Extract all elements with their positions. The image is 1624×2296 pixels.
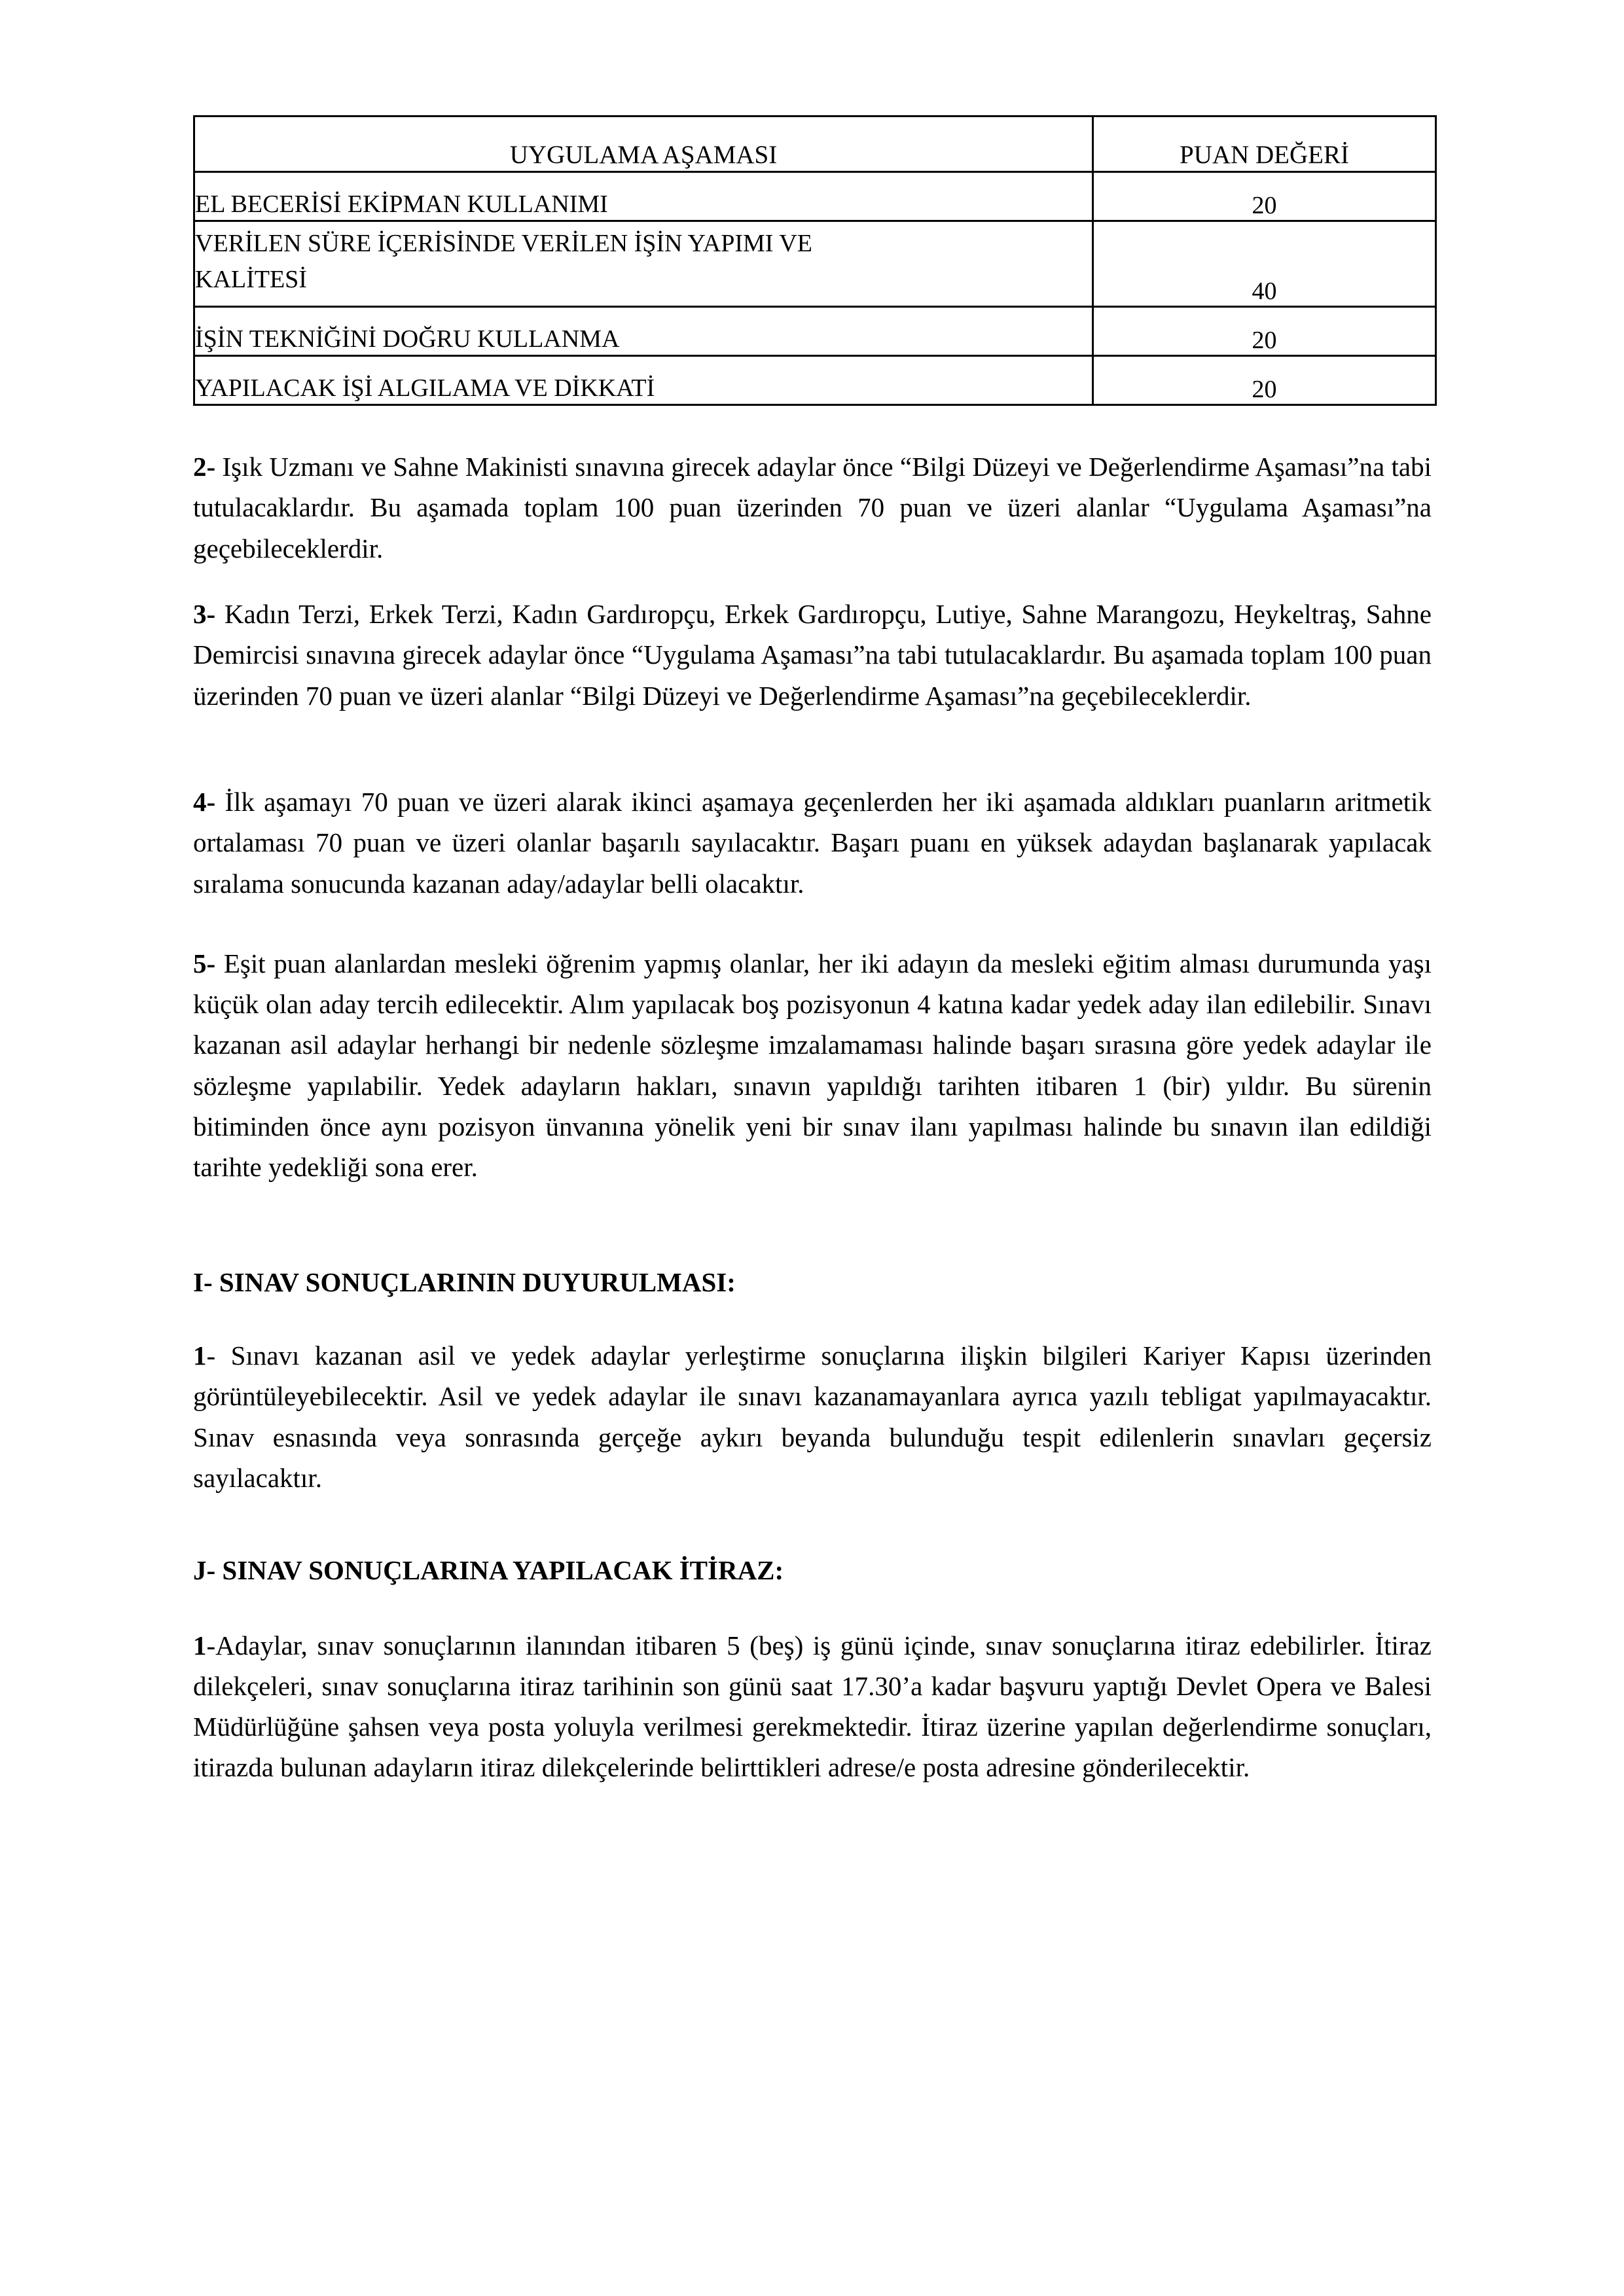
table-cell-points: 20 [1093,172,1436,221]
section-heading-i: I- SINAV SONUÇLARININ DUYURULMASI: [193,1266,736,1297]
spacer [193,1498,1432,1553]
document-content [193,115,1432,1788]
spacer [193,569,1432,594]
table-header-stage: UYGULAMA AŞAMASI [194,117,1093,172]
paragraph-5-number: 5- [193,948,216,978]
section-i-paragraph-1-text: - Sınavı kazanan asil ve yedek adaylar yerleştirme sonuçlarına ilişkin bilgileri Kariyer Kapısı üzerinden görüntüleyebilecektir. Asil ve yedek adaylar ile sınavı kazanamayanlara ayrıca yazılı tebligat yapılmayacaktır. Sınav esnasında veya sonrasında gerçeğe aykırı beyanda bulunduğu tespit edilenlerin sınavları geçersiz sayılacaktır. [193,1340,1432,1493]
table-row [194,307,1436,356]
spacer [193,716,1432,781]
table-header-row [194,117,1436,172]
table-cell-stage: İŞİN TEKNİĞİNİ DOĞRU KULLANMA [194,307,1093,356]
table-cell-stage: EL BECERİSİ EKİPMAN KULLANIMI [194,172,1093,221]
table-row [194,172,1436,221]
scoring-table [193,115,1437,406]
paragraph-5 [193,943,1432,1188]
section-i-paragraph-1-number: 1 [193,1340,207,1371]
paragraph-4-number: 4- [193,786,216,817]
section-j-paragraph-1-text: -Adaylar, sınav sonuçlarının ilanından itibaren 5 (beş) iş günü içinde, sınav sonuçlarına itiraz edebilirler. İtiraz dilekçeleri, sınav sonuçlarına itiraz tarihinin son günü saat 17.30’a kadar başvuru yaptığı Devlet Opera ve Balesi Müdürlüğüne şahsen veya posta yoluyla verilmesi gerekmektedir. İtiraz üzerine yapılan değerlendirme sonuçları, itirazda bulunan adayların itiraz dilekçelerinde belirttikleri adrese/e posta adresine gönderilecektir. [193,1630,1432,1783]
section-i-paragraph-1 [193,1335,1432,1498]
paragraph-3-number: 3- [193,598,216,629]
paragraph-4-text: İlk aşamayı 70 puan ve üzeri alarak ikinci aşamaya geçenlerden her iki aşamada aldıkları puanların aritmetik ortalaması 70 puan ve üzeri olanlar başarılı sayılacaktır. Başarı puanı en yüksek adaydan başlanarak yapılacak sıralama sonucunda kazanan aday/adaylar belli olacaktır. [193,786,1432,899]
paragraph-2-text: Işık Uzmanı ve Sahne Makinisti sınavına girecek adaylar önce “Bilgi Düzeyi ve Değerlendirme Aşaması”na tabi tutulacaklardır. Bu aşamada toplam 100 puan üzerinden 70 puan ve üzeri alanlar “Uygulama Aşaması”na geçebileceklerdir. [193,452,1432,564]
table-cell-stage: YAPILACAK İŞİ ALGILAMA VE DİKKATİ [194,356,1093,405]
spacer [193,406,1432,446]
table-cell-stage-line1: VERİLEN SÜRE İÇERİSİNDE VERİLEN İŞİN YAPIMI VE [195,230,812,257]
table-cell-points: 40 [1093,221,1436,307]
spacer [193,1188,1432,1265]
table-row [194,356,1436,405]
section-j-paragraph-1-number: 1 [193,1630,207,1660]
paragraph-2-number: 2- [193,452,216,482]
spacer [193,904,1432,943]
section-j-paragraph-1 [193,1625,1432,1788]
section-heading-j: J- SINAV SONUÇLARINA YAPILACAK İTİRAZ: [193,1555,784,1586]
paragraph-3-text: Kadın Terzi, Erkek Terzi, Kadın Gardıropçu, Erkek Gardıropçu, Lutiye, Sahne Marangozu, Heykeltraş, Sahne Demircisi sınavına girecek adaylar önce “Uygulama Aşaması”na tabi tutulacaklardır. Bu aşamada toplam 100 puan üzerinden 70 puan ve üzeri alanlar “Bilgi Düzeyi ve Değerlendirme Aşaması”na geçebileceklerdir. [193,598,1432,711]
paragraph-2 [193,446,1432,569]
spacer [193,1300,1432,1335]
table-cell-stage-line2: KALİTESİ [195,266,307,294]
table-cell-points: 20 [1093,307,1436,356]
paragraph-3 [193,594,1432,716]
table-cell-points: 20 [1093,356,1436,405]
table-cell-stage [194,221,1093,307]
spacer [193,1588,1432,1625]
table-header-points: PUAN DEĞERİ [1093,117,1436,172]
table-row [194,221,1436,307]
paragraph-5-text: Eşit puan alanlardan mesleki öğrenim yapmış olanlar, her iki adayın da mesleki eğitim alması durumunda yaşı küçük olan aday tercih edilecektir. Alım yapılacak boş pozisyonun 4 katına kadar yedek aday ilan edilebilir. Sınavı kazanan asil adaylar herhangi bir nedenle sözleşme imzalamaması halinde başarı sırasına göre yedek adaylar ile sözleşme yapılabilir. Yedek adayların hakları, sınavın yapıldığı tarihten itibaren 1 (bir) yıldır. Bu sürenin bitiminden önce aynı pozisyon ünvanına yönelik yeni bir sınav ilanı yapılması halinde bu sınavın ilan edildiği tarihte yedekliği sona erer. [193,948,1432,1183]
paragraph-4 [193,781,1432,904]
